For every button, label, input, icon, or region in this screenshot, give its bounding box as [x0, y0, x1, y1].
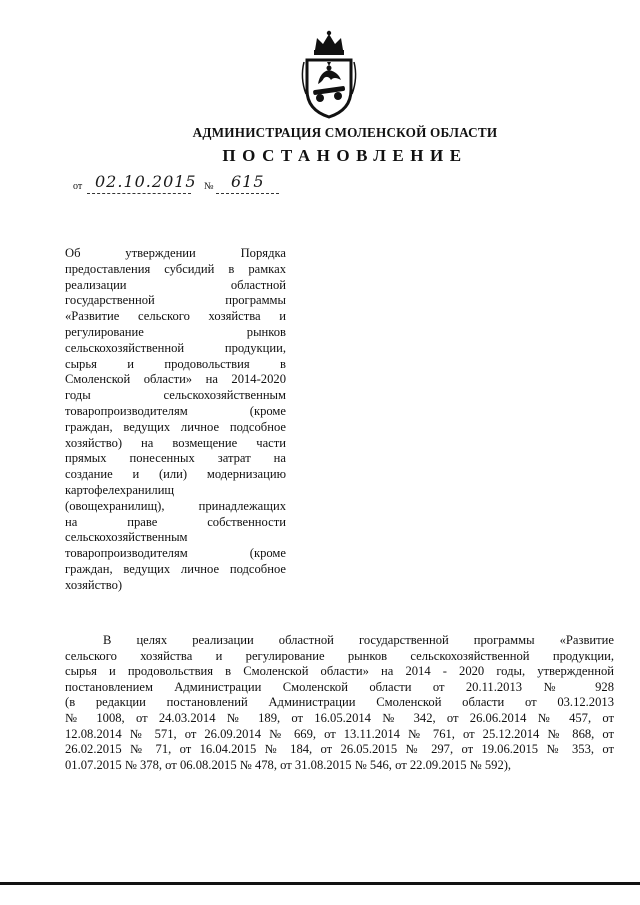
- subject-line: годы сельскохозяйственным: [65, 388, 286, 403]
- subject-line: государственной программы: [65, 293, 286, 308]
- document-subject: [65, 246, 286, 594]
- subject-line: товаропроизводителям (кроме: [65, 403, 286, 418]
- subject-line: Об утверждении Порядка: [65, 246, 286, 260]
- subject-line: регулирование рынков: [65, 324, 286, 339]
- subject-line: товаропроизводителям (кроме: [65, 546, 286, 561]
- subject-line: на праве собственности: [65, 514, 286, 529]
- subject-line: прямых понесенных затрат на: [65, 451, 286, 466]
- subject-line: граждан, ведущих личное подсобное: [65, 561, 286, 576]
- subject-line: создание и (или) модернизацию: [65, 467, 286, 482]
- document-body: [65, 633, 614, 773]
- subject-line: сырья и продовольствия в: [65, 356, 286, 371]
- body-line: № 1008, от 24.03.2014 № 189, от 16.05.2014 № 342, от 26.06.2014 № 457, от: [65, 710, 614, 725]
- body-line: (в редакции постановлений Администрации Смоленской области от 03.12.2013: [65, 695, 614, 710]
- number-value: 615: [231, 172, 265, 191]
- date-label: от: [73, 181, 83, 192]
- subject-line: граждан, ведущих личное подсобное: [65, 419, 286, 434]
- date-underline: [87, 193, 191, 194]
- number-underline: [216, 193, 279, 194]
- subject-line: Смоленской области» на 2014-2020: [65, 372, 286, 387]
- body-line: 01.07.2015 № 378, от 06.08.2015 № 478, от 31.08.2015 № 546, от 22.09.2015 № 592),: [65, 757, 512, 772]
- subject-line: «Развитие сельского хозяйства и: [65, 309, 286, 324]
- body-line: В целях реализации областной государственной программы «Развитие: [103, 633, 614, 647]
- bottom-divider: [0, 882, 640, 885]
- organization-title: АДМИНИСТРАЦИЯ СМОЛЕНСКОЙ ОБЛАСТИ: [192, 125, 498, 140]
- subject-line: хозяйство): [65, 577, 123, 592]
- body-line: сырья и продовольствия в Смоленской области» на 2014 - 2020 годы, утвержденной: [65, 664, 614, 679]
- coat-of-arms-icon: [298, 28, 360, 120]
- subject-line: реализации областной: [65, 277, 286, 292]
- document-type-title: ПОСТАНОВЛЕНИЕ: [222, 146, 468, 165]
- number-label: №: [204, 181, 214, 192]
- subject-line: (овощехранилищ), принадлежащих: [65, 498, 286, 513]
- date-value: 02.10.2015: [95, 172, 197, 191]
- body-line: сельского хозяйства и регулирование рынков сельскохозяйственной продукции,: [65, 648, 614, 663]
- body-line: 26.02.2015 № 71, от 16.04.2015 № 184, от 26.05.2015 № 297, от 19.06.2015 № 353, от: [65, 742, 614, 757]
- subject-line: сельскохозяйственным: [65, 530, 188, 545]
- subject-line: хозяйство) на возмещение части: [65, 435, 286, 450]
- subject-line: предоставления субсидий в рамках: [65, 261, 286, 276]
- body-line: постановлением Администрации Смоленской области от 20.11.2013 № 928: [65, 679, 614, 694]
- body-line: 12.08.2014 № 571, от 26.09.2014 № 669, от 13.11.2014 № 761, от 25.12.2014 № 868, от: [65, 726, 614, 741]
- subject-line: картофелехранилищ: [65, 482, 175, 497]
- subject-line: сельскохозяйственной продукции,: [65, 340, 286, 355]
